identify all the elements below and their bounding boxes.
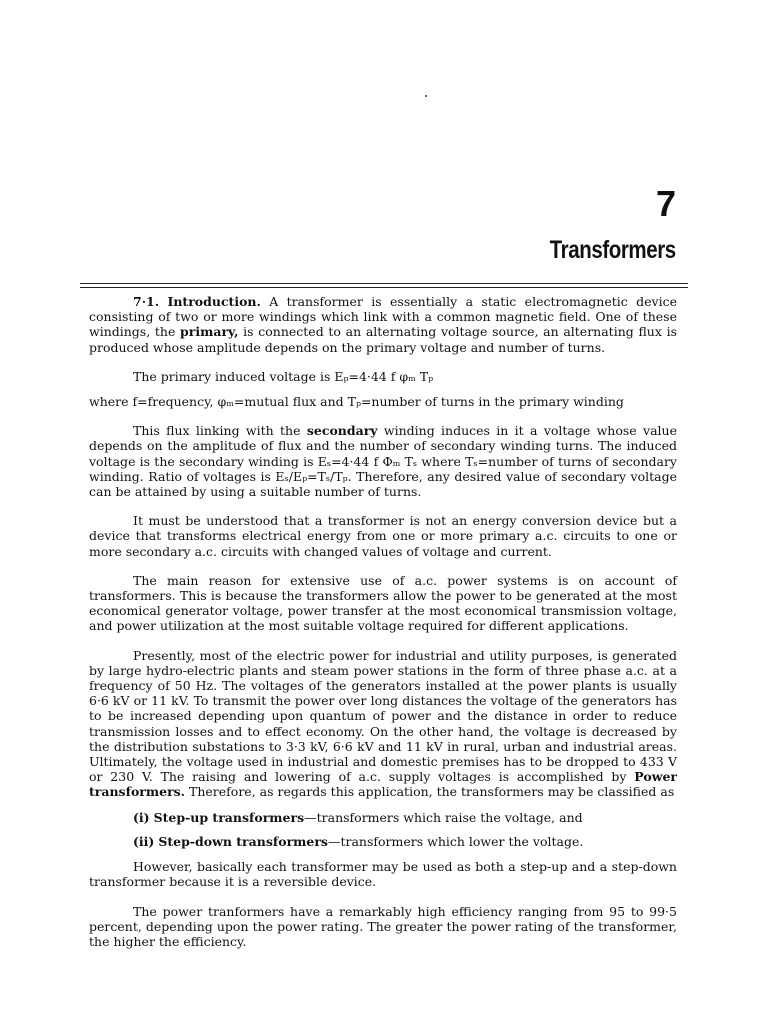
paragraph-primary-voltage: The primary induced voltage is Eₚ=4·44 f φₘ Tₚ (133, 368, 434, 384)
flux-text-b: winding induces in it a voltage whose value depends on the amplitude of flux and the number of secondary winding turns. The induced voltage is the secondary winding is Eₛ=4·44 f Φₘ Tₛ where Tₛ=number of turns of secondary winding. Ratio of voltages is Eₛ/Eₚ=Tₛ/Tₚ. Therefore, any desired value of secondary voltage can be attained by using a suitable number of turns. (89, 423, 677, 500)
list-item-number: (i) (133, 809, 150, 825)
list-item-term: Step-down transformers (158, 833, 328, 849)
page-body (89, 294, 677, 963)
list-item (89, 834, 677, 849)
list-item-description: —transformers which lower the voltage. (327, 833, 584, 849)
paragraph-presently (89, 648, 677, 800)
paragraph-however: However, basically each transformer may be used as both a step-up and a step-down transformer because it is a reversible device. (89, 859, 677, 890)
header-rule-top (80, 283, 688, 284)
intro-text-b: is connected to an alternating voltage source, an alternating flux is produced whose amplitude depends on the primary voltage and number of turns. (89, 324, 677, 355)
chapter-number: 7 (655, 183, 676, 224)
section-number: 7·1. (133, 294, 160, 309)
chapter-title: Transformers (549, 236, 676, 264)
paragraph-where: where f=frequency, φₘ=mutual flux and Tₚ=number of turns in the primary winding (89, 394, 624, 410)
list-item-number: (ii) (133, 833, 155, 849)
header-rule-bottom (80, 287, 688, 288)
section-heading: Introduction. (167, 294, 261, 309)
flux-secondary-term: secondary (306, 423, 378, 439)
presently-text-b: Therefore, as regards this application, the transformers may be classified as (185, 784, 675, 800)
print-speck (425, 95, 427, 97)
paragraph-flux (89, 423, 677, 499)
intro-primary-term: primary, (180, 324, 239, 340)
list-item-description: —transformers which raise the voltage, and (304, 809, 583, 825)
paragraph-introduction (89, 294, 677, 355)
intro-text-a: A transformer is essentially a static electromagnetic device consisting of two or more windings which link with a common magnetic field. One of these windings, the (89, 294, 677, 340)
power-transformers-term: Power transformers. (89, 769, 677, 800)
presently-text-a: Presently, most of the electric power for industrial and utility purposes, is generated by large hydro-electric plants and steam power stations in the form of three phase a.c. at a frequency of 50 Hz. The voltages of the generators installed at the power plants is usually 6·6 kV or 11 kV. To transmit the power over long distances the voltage of the generators has to be increased depending upon quantum of power and the distance in order to reduce transmission losses and to effect economy. On the other hand, the voltage is decreased by the distribution substations to 3·3 kV, 6·6 kV and 11 kV in rural, urban and industrial areas. Ultimately, the voltage used in industrial and domestic premises has to be dropped to 433 V or 230 V. The raising and lowering of a.c. supply voltages is accomplished by (89, 647, 677, 785)
list-item-term: Step-up transformers (153, 809, 305, 825)
transformer-classification-list (89, 810, 677, 849)
list-item (89, 810, 677, 825)
paragraph-understood: It must be understood that a transformer is not an energy conversion device but a device that transforms electrical energy from one or more primary a.c. circuits to one or more secondary a.c. circuits with changed values of voltage and current. (89, 513, 677, 559)
paragraph-main-reason: The main reason for extensive use of a.c. power systems is on account of transformers. This is because the transformers allow the power to be generated at the most economical generator voltage, power transfer at the most economical transmission voltage, and power utilization at the most suitable voltage required for different applications. (89, 572, 677, 634)
flux-text-a: This flux linking with the (133, 423, 307, 439)
paragraph-efficiency: The power tranformers have a remarkably high efficiency ranging from 95 to 99·5 percent, depending upon the power rating. The greater the power rating of the transformer, the higher the efficiency. (89, 903, 677, 949)
